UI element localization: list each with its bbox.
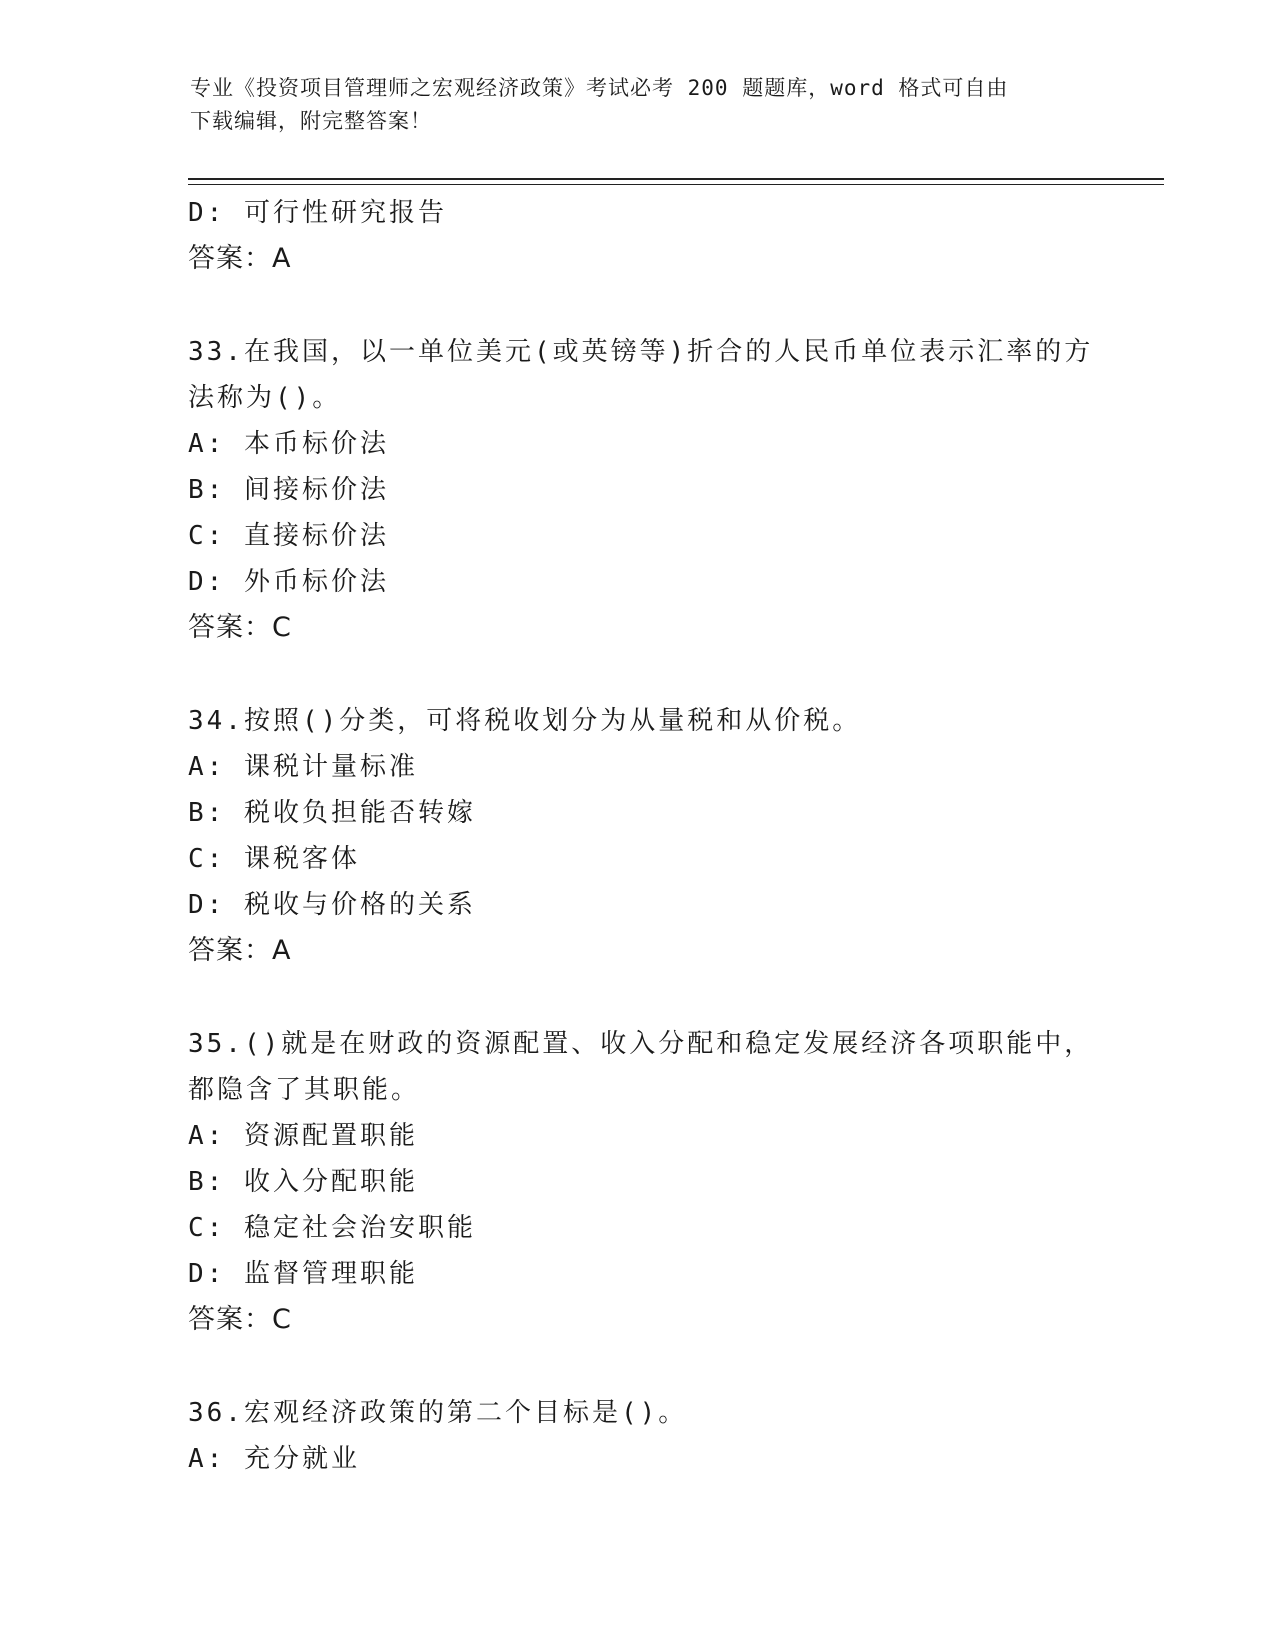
answer-line: 答案：C — [188, 612, 292, 643]
option-d: D: 税收与价格的关系 — [188, 890, 476, 920]
spacer — [188, 651, 1088, 698]
option-b: B: 税收负担能否转嫁 — [188, 798, 476, 828]
question-list — [188, 190, 1094, 1482]
answer-line: 答案：A — [188, 935, 292, 966]
spacer — [188, 282, 1088, 329]
option-a: A: 资源配置职能 — [188, 1121, 418, 1151]
option-c: C: 稳定社会治安职能 — [188, 1213, 476, 1243]
question-block — [188, 698, 1088, 974]
document-header — [190, 72, 1090, 138]
header-divider-thick — [188, 178, 1164, 180]
option-c: C: 课税客体 — [188, 844, 360, 874]
option-a: A: 充分就业 — [188, 1444, 360, 1474]
spacer — [188, 974, 1088, 1021]
answer-line: 答案：C — [188, 1304, 292, 1335]
question-block — [188, 329, 1094, 651]
question-stem-continued: 法称为()。 — [188, 383, 342, 413]
option-b: B: 收入分配职能 — [188, 1167, 418, 1197]
option-a: A: 本币标价法 — [188, 429, 389, 459]
question-stem: 34.按照()分类，可将税收划分为从量税和从价税。 — [188, 706, 862, 736]
question-stem: 33.在我国，以一单位美元(或英镑等)折合的人民币单位表示汇率的方 — [188, 337, 1094, 367]
header-divider-thin — [188, 184, 1164, 185]
question-stem: 36.宏观经济政策的第二个目标是()。 — [188, 1398, 688, 1428]
option-d: D: 外币标价法 — [188, 567, 389, 597]
option-a: A: 课税计量标准 — [188, 752, 418, 782]
header-intro-line-1: 专业《投资项目管理师之宏观经济政策》考试必考 200 题题库，word 格式可自由 — [190, 76, 1009, 100]
option-c: C: 直接标价法 — [188, 521, 389, 551]
header-intro-line-2: 下载编辑，附完整答案！ — [190, 109, 432, 133]
question-block — [188, 1021, 1094, 1343]
spacer — [188, 1343, 1088, 1390]
question-stem: 35.()就是在财政的资源配置、收入分配和稳定发展经济各项职能中， — [188, 1029, 1094, 1059]
question-block — [188, 1390, 1088, 1482]
option-d: D: 监督管理职能 — [188, 1259, 418, 1289]
option-d: D: 可行性研究报告 — [188, 198, 447, 228]
question-stem-continued: 都隐含了其职能。 — [188, 1075, 421, 1105]
option-b: B: 间接标价法 — [188, 475, 389, 505]
answer-line: 答案：A — [188, 243, 292, 274]
